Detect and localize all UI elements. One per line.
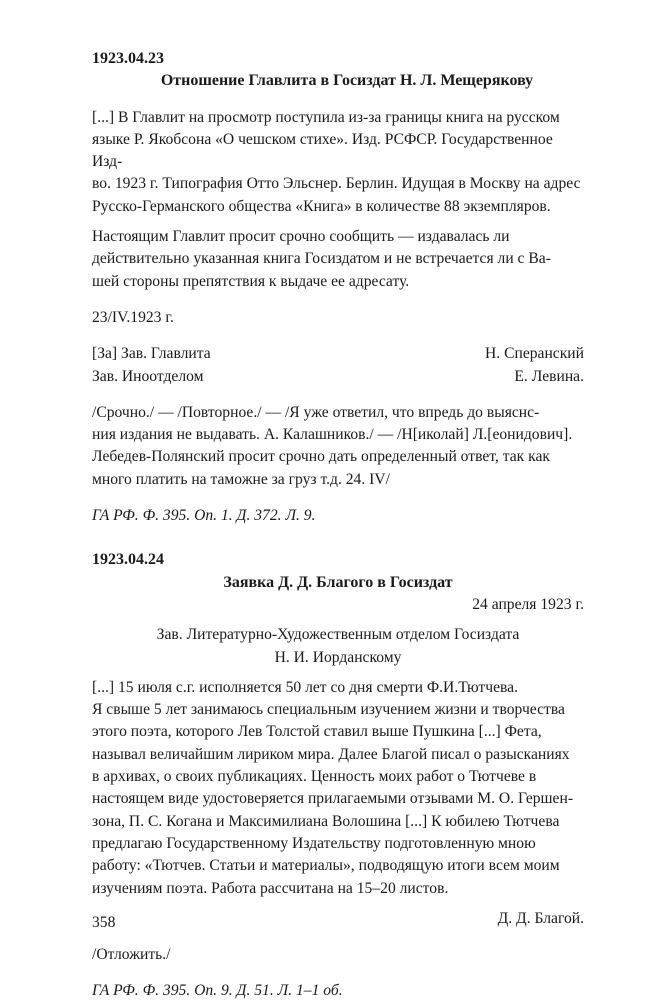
text-line: шей стороны препятствия к выдаче ее адресату. xyxy=(92,272,410,290)
doc2-resolution-note: /Отложить./ xyxy=(92,946,171,964)
signature-name: Е. Левина. xyxy=(514,367,584,385)
doc2-doc-date: 24 апреля 1923 г. xyxy=(472,595,584,613)
doc1-title: Отношение Главлита в Госиздат Н. Л. Мещерякову xyxy=(160,72,534,90)
doc1-resolution-note xyxy=(92,402,584,491)
document-2 xyxy=(92,549,584,1002)
doc2-archive-source: ГА РФ. Ф. 395. Оп. 9. Д. 51. Л. 1–1 об. xyxy=(92,982,343,1000)
addressee-line: Н. И. Иорданскому xyxy=(274,648,402,666)
text-line: изучениям поэта. Работа рассчитана на 15–20 листов. xyxy=(92,879,449,897)
text-line: настоящем виде удостоверяется прилагаемыми отзывами М. О. Гершен- xyxy=(92,790,574,808)
doc1-paragraph-2 xyxy=(92,226,584,293)
doc1-doc-date: 23/IV.1923 г. xyxy=(92,308,174,326)
text-line: [...] 15 июля с.г. исполняется 50 лет со дня смерти Ф.И.Тютчева. xyxy=(92,678,518,696)
text-line: много платить на таможне за груз т.д. 24. IV/ xyxy=(92,470,390,488)
text-line: Русско-Германского общества «Книга» в количестве 88 экземпляров. xyxy=(92,197,551,215)
text-line: Лебедев-Полянский просит срочно дать определенный ответ, так как xyxy=(92,448,550,466)
text-line: предлагаю Государственному Издательству подготовленную мною xyxy=(92,834,536,852)
text-line: [...] В Главлит на просмотр поступила из-за границы книга на русском xyxy=(92,108,560,126)
doc1-date: 1923.04.23 xyxy=(92,50,164,67)
document-1 xyxy=(92,48,584,527)
text-line: Я свыше 5 лет занимаюсь специальным изучением жизни и творчества xyxy=(92,701,565,719)
text-line: этого поэта, которого Лев Толстой ставил выше Пушкина [...] Фета, xyxy=(92,723,542,741)
signature-row xyxy=(92,343,584,365)
signature-position: Зав. Иноотделом xyxy=(92,367,204,385)
text-line: /Срочно./ — /Повторное./ — /Я уже ответил, что впредь до выяснс- xyxy=(92,403,540,421)
page-content xyxy=(92,48,584,1003)
text-line: Настоящим Главлит просит срочно сообщить — издавалась ли xyxy=(92,228,510,246)
doc2-date: 1923.04.24 xyxy=(92,551,164,569)
addressee-line: Зав. Литературно-Художественным отделом Госиздата xyxy=(156,626,520,644)
text-line: в архивах, о своих публикациях. Ценность моих работ о Тютчеве в xyxy=(92,768,537,786)
text-line: работу: «Тютчев. Статьи и материалы», подводящую итоги всем моим xyxy=(92,857,560,875)
doc2-signature: Д. Д. Благой. xyxy=(497,909,584,927)
page-number: 358 xyxy=(92,914,116,931)
text-line: ния издания не выдавать. А. Калашников./ — /Н[иколай] Л.[еонидович]. xyxy=(92,426,573,444)
text-line: во. 1923 г. Типография Отто Эльснер. Берлин. Идущая в Москву на адрес xyxy=(92,175,581,193)
doc2-body xyxy=(92,677,584,900)
text-line: зона, П. С. Когана и Максимилиана Волошина [...] К юбилею Тютчева xyxy=(92,812,560,830)
doc2-title: Заявка Д. Д. Благого в Госиздат xyxy=(223,573,453,591)
signature-position: [За] Зав. Главлита xyxy=(92,345,211,363)
doc1-archive-source: ГА РФ. Ф. 395. Оп. 1. Д. 372. Л. 9. xyxy=(92,507,316,525)
text-line: действительно указанная книга Госиздатом и не встречается ли с Ва- xyxy=(92,250,551,268)
text-line: языке Р. Якобсона «О чешском стихе». Изд. РСФСР. Государственное Изд- xyxy=(92,130,553,171)
doc1-signatures xyxy=(92,343,584,388)
signature-name: Н. Сперанский xyxy=(485,345,584,363)
text-line: называл величайшим лириком мира. Далее Благой писал о разысканиях xyxy=(92,745,570,763)
doc2-addressee xyxy=(92,624,584,669)
doc1-paragraph-1 xyxy=(92,107,584,218)
signature-row xyxy=(92,366,584,388)
